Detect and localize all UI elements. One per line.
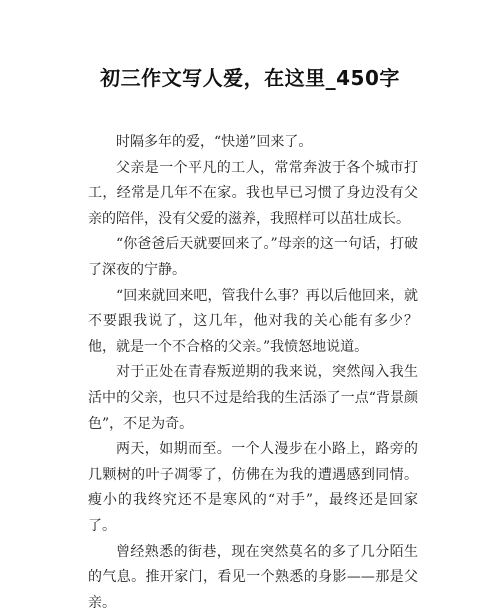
page-title: 初三作文写人爱，在这里_450字 [0, 64, 500, 92]
paragraph: 时隔多年的爱，“快递”回来了。 [88, 130, 418, 156]
paragraph: 两天，如期而至。一个人漫步在小路上，路旁的几颗树的叶子凋零了，仿佛在为我的遭遇感到同情。瘦小的我终究还不是寒风的“对手”，最终还是回家了。 [88, 437, 418, 539]
paragraph: 父亲是一个平凡的工人，常常奔波于各个城市打工，经常是几年不在家。我也早已习惯了身边没有父亲的陪伴，没有父爱的滋养，我照样可以茁壮成长。 [88, 156, 418, 233]
paragraph: 曾经熟悉的街巷，现在突然莫名的多了几分陌生的气息。推开家门，看见一个熟悉的身影——那是父亲。 [88, 540, 418, 616]
article-body [88, 130, 418, 616]
paragraph: “你爸爸后天就要回来了。”母亲的这一句话，打破了深夜的宁静。 [88, 232, 418, 283]
paragraph: 对于正处在青春叛逆期的我来说，突然闯入我生活中的父亲，也只不过是给我的生活添了一点“背景颜色”，不足为奇。 [88, 360, 418, 437]
paragraph: “回来就回来吧，管我什么事？再以后他回来，就不要跟我说了，这几年，他对我的关心能有多少？他，就是一个不合格的父亲。”我愤怒地说道。 [88, 284, 418, 361]
